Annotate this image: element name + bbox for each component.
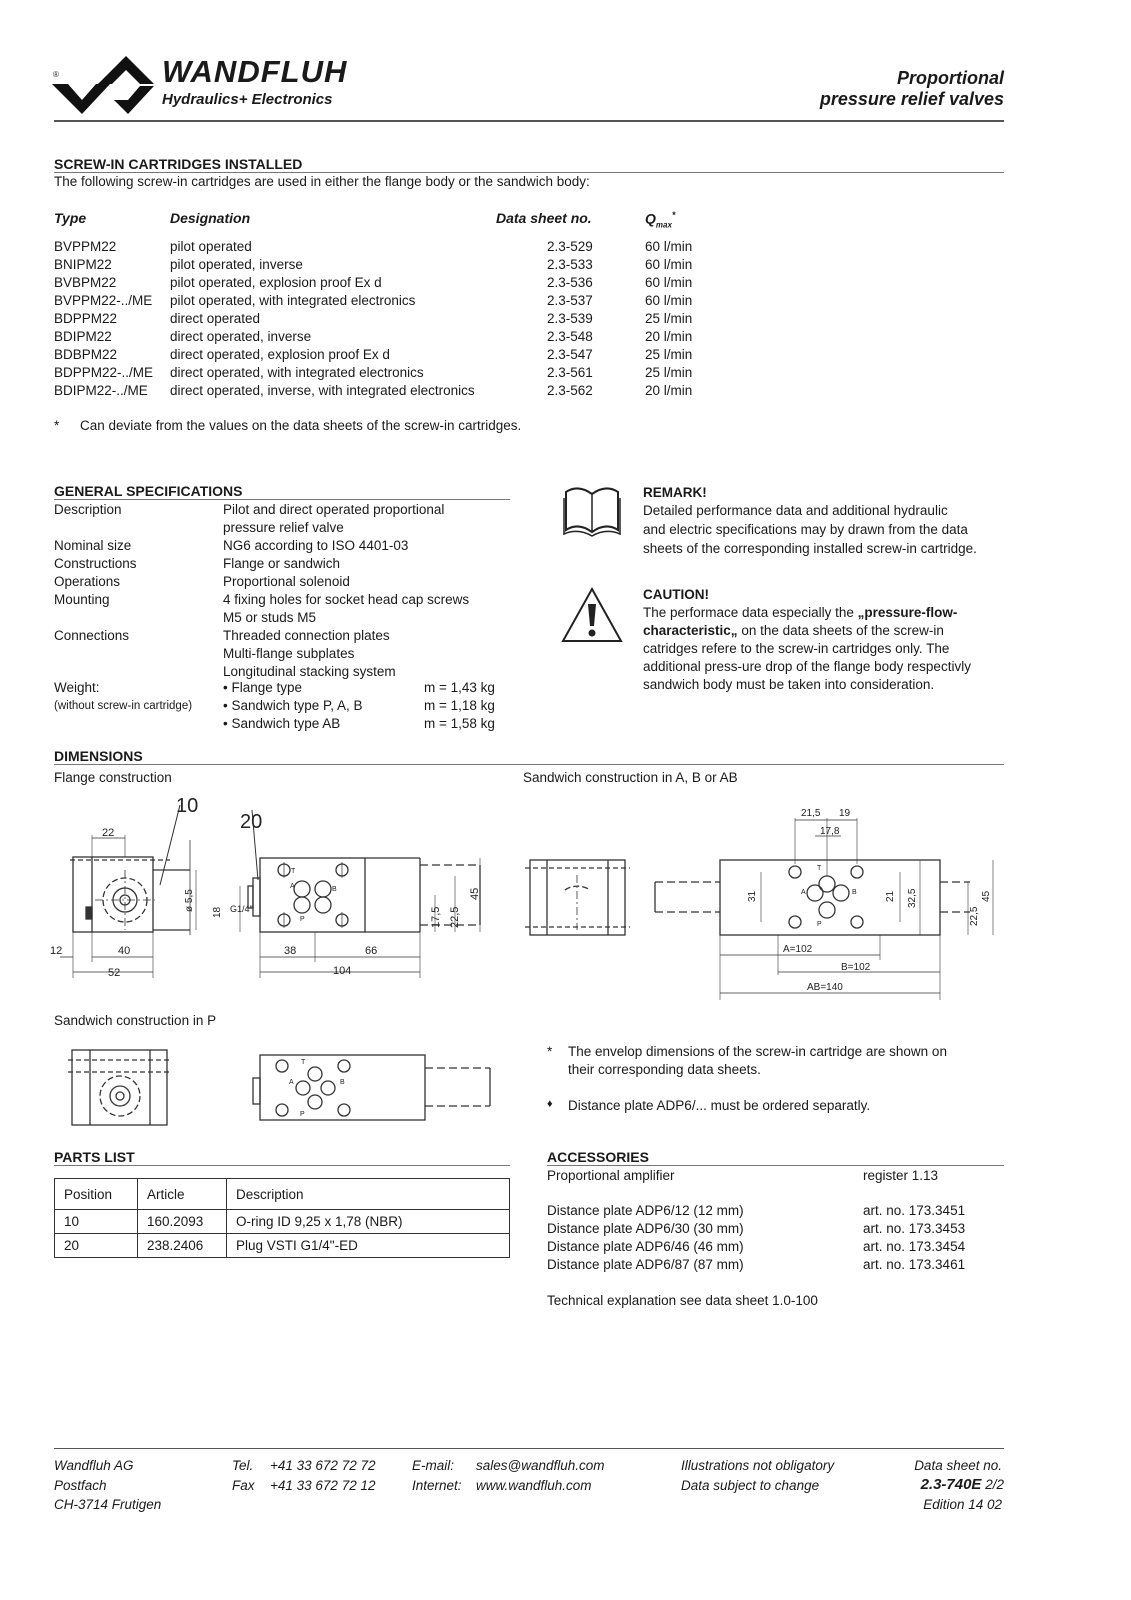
footer-company-2: Postfach (54, 1478, 107, 1493)
caution-line-2-text: on the data sheets of the screw-in (737, 623, 944, 638)
caution-line-1-bold: „pressure-flow- (857, 605, 958, 620)
cartridge-designation: direct operated, inverse (170, 329, 312, 344)
sandwich-abab-label: Sandwich construction in A, B or AB (523, 770, 738, 785)
cartridge-sheet: 2.3-529 (547, 239, 593, 254)
caution-title: CAUTION! (643, 587, 709, 602)
parts-header-article: Article (138, 1179, 227, 1210)
footnote-star: * (54, 418, 60, 433)
footer-rule (54, 1448, 1004, 1449)
note-envelop-line1: The envelop dimensions of the screw-in cartridge are shown on (568, 1044, 947, 1059)
footer-email-link[interactable]: sales@wandfluh.com (476, 1458, 605, 1473)
cartridge-sheet: 2.3-547 (547, 347, 593, 362)
dim-21: 21 (885, 890, 896, 902)
cartridge-sheet: 2.3-539 (547, 311, 593, 326)
accessories-rule (547, 1165, 1004, 1166)
weight-type: • Sandwich type AB (223, 716, 341, 731)
cartridge-designation: direct operated (170, 311, 261, 326)
parts-article: 238.2406 (138, 1234, 227, 1258)
dim-22: 22 (102, 827, 115, 839)
footer-page: 2/2 (985, 1477, 1004, 1492)
weight-value: m = 1,58 kg (424, 716, 495, 731)
accessory-name: Distance plate ADP6/46 (46 mm) (547, 1239, 744, 1254)
footer-tel: +41 33 672 72 72 (270, 1458, 376, 1473)
note-diamond-marker: ♦ (547, 1098, 553, 1110)
cartridge-designation: pilot operated, explosion proof Ex d (170, 275, 382, 290)
footer-email-label: E-mail: (412, 1458, 455, 1473)
cartridge-type: BVPPM22-../ME (54, 293, 153, 308)
spec-label: Connections (54, 628, 130, 643)
registered-mark: ® (53, 70, 59, 79)
port-a: A (290, 883, 295, 890)
note-envelop-line2: their corresponding data sheets. (568, 1062, 761, 1077)
accessory-name: Distance plate ADP6/87 (87 mm) (547, 1257, 744, 1272)
warning-icon (560, 586, 624, 647)
accessory-name: Distance plate ADP6/30 (30 mm) (547, 1221, 744, 1236)
cartridge-qmax: 20 l/min (645, 329, 693, 344)
parts-position: 10 (55, 1210, 138, 1234)
note-star-marker: * (547, 1044, 553, 1059)
cartridge-qmax: 25 l/min (645, 311, 693, 326)
dim-18: 18 (212, 906, 223, 918)
cartridges-rule (54, 172, 1004, 173)
dim-31: 31 (747, 890, 758, 902)
weight-value: m = 1,43 kg (424, 680, 495, 695)
dim-b102: B=102 (841, 962, 871, 973)
spec-label: Nominal size (54, 538, 132, 553)
caution-line-2-bold: characteristic„ (643, 623, 738, 638)
spec-value: pressure relief valve (223, 520, 344, 535)
technical-note: Technical explanation see data sheet 1.0-100 (547, 1293, 818, 1308)
port-a-3: A (289, 1079, 294, 1086)
port-p-2: P (817, 921, 822, 928)
qmax-subscript: max (655, 220, 672, 230)
doc-title-line2: pressure relief valves (819, 89, 1004, 109)
parts-header-row (55, 1179, 510, 1210)
note-distance-plate: Distance plate ADP6/... must be ordered separatly. (568, 1098, 871, 1113)
footer-fax: +41 33 672 72 12 (270, 1478, 376, 1493)
cartridge-qmax: 20 l/min (645, 383, 693, 398)
col-sheet: Data sheet no. (496, 210, 592, 226)
footer-web-link[interactable]: www.wandfluh.com (476, 1478, 592, 1493)
footer-company-1: Wandfluh AG (54, 1458, 134, 1473)
amplifier-label: Proportional amplifier (547, 1168, 675, 1183)
brand-tagline: Hydraulics+ Electronics (162, 91, 333, 108)
footer-tel-label: Tel. (232, 1458, 254, 1473)
callout-20: 20 (240, 811, 263, 833)
weight-type: • Sandwich type P, A, B (223, 698, 363, 713)
cartridge-qmax: 60 l/min (645, 293, 693, 308)
cartridge-type: BDPPM22 (54, 311, 118, 326)
spec-value: Threaded connection plates (223, 628, 390, 643)
flange-construction-drawing (40, 790, 510, 990)
cartridge-sheet: 2.3-533 (547, 257, 593, 272)
accessory-article: art. no. 173.3461 (863, 1257, 966, 1272)
brand-name: WANDFLUH (162, 54, 348, 89)
cartridge-type: BVBPM22 (54, 275, 117, 290)
cartridge-sheet: 2.3-561 (547, 365, 593, 380)
spec-value: Flange or sandwich (223, 556, 341, 571)
accessories-heading: ACCESSORIES (547, 1149, 649, 1165)
dim-12: 12 (50, 945, 63, 957)
qmax-star: * (671, 210, 676, 220)
cartridge-sheet: 2.3-562 (547, 383, 593, 398)
cartridge-designation: direct operated, explosion proof Ex d (170, 347, 390, 362)
weight-value: m = 1,18 kg (424, 698, 495, 713)
cartridge-designation: direct operated, with integrated electronics (170, 365, 424, 380)
parts-description: O-ring ID 9,25 x 1,78 (NBR) (227, 1210, 510, 1234)
general-rule (54, 499, 510, 500)
amplifier-register: register 1.13 (863, 1168, 939, 1183)
dim-325: 32,5 (907, 888, 918, 908)
cartridge-type: BDIPM22 (54, 329, 112, 344)
parts-rule (54, 1165, 510, 1166)
footer-sheet-label: Data sheet no. (914, 1458, 1002, 1473)
cartridge-type: BDPPM22-../ME (54, 365, 154, 380)
dimensions-rule (54, 764, 1004, 765)
col-qmax (645, 210, 675, 229)
spec-value: Multi-flange subplates (223, 646, 355, 661)
spec-label: Constructions (54, 556, 137, 571)
cartridge-sheet: 2.3-548 (547, 329, 593, 344)
spec-value: NG6 according to ISO 4401-03 (223, 538, 409, 553)
cartridge-qmax: 60 l/min (645, 239, 693, 254)
cartridge-designation: pilot operated, with integrated electronics (170, 293, 416, 308)
port-p-3: P (300, 1111, 305, 1118)
footer-web-label: Internet: (412, 1478, 462, 1493)
parts-table (54, 1178, 510, 1258)
footer-disclaimer-2: Data subject to change (681, 1478, 820, 1493)
parts-header-description: Description (227, 1179, 510, 1210)
dim-175: 17,5 (430, 906, 442, 928)
remark-line: and electric specifications may by drawn from the data (643, 522, 968, 537)
footer-disclaimer-1: Illustrations not obligatory (681, 1458, 835, 1473)
spec-value: 4 fixing holes for socket head cap screws (223, 592, 470, 607)
col-type: Type (54, 210, 87, 226)
weight-type: • Flange type (223, 680, 303, 695)
dim-a102: A=102 (783, 944, 813, 955)
port-t: T (291, 868, 296, 875)
caution-line: catridges refere to the screw-in cartridges only. The (643, 641, 950, 656)
dim-45: 45 (981, 890, 992, 902)
dimensions-heading: DIMENSIONS (54, 748, 143, 764)
cartridge-sheet: 2.3-536 (547, 275, 593, 290)
cartridge-qmax: 60 l/min (645, 257, 693, 272)
dim-225: 22,5 (449, 906, 461, 928)
footer-edition: Edition 14 02 (923, 1497, 1002, 1512)
accessory-name: Distance plate ADP6/12 (12 mm) (547, 1203, 744, 1218)
cartridge-type: BDIPM22-../ME (54, 383, 148, 398)
cartridges-intro: The following screw-in cartridges are used in either the flange body or the sandwich body: (54, 174, 590, 189)
doc-title-line1: Proportional (897, 68, 1004, 88)
spec-label: Description (54, 502, 122, 517)
cartridge-qmax: 25 l/min (645, 365, 693, 380)
accessory-article: art. no. 173.3454 (863, 1239, 966, 1254)
port-p: P (300, 916, 305, 923)
dim-g14: G1/4" (230, 904, 253, 914)
port-b: B (332, 886, 337, 893)
port-a-2: A (801, 889, 806, 896)
dim-225: 22,5 (969, 906, 980, 926)
col-designation: Designation (170, 210, 251, 226)
footer-fax-label: Fax (232, 1478, 255, 1493)
caution-line-1 (643, 605, 957, 620)
spec-value: Proportional solenoid (223, 574, 350, 589)
qmax-symbol: Q (645, 210, 656, 227)
port-b-3: B (340, 1079, 345, 1086)
port-t-3: T (301, 1059, 306, 1066)
cartridge-designation: direct operated, inverse, with integrated electronics (170, 383, 475, 398)
dim-38: 38 (284, 945, 297, 957)
book-icon (562, 482, 622, 541)
callout-10: 10 (176, 795, 199, 817)
table-row (55, 1234, 510, 1258)
table-row (55, 1210, 510, 1234)
weight-label: Weight: (54, 680, 100, 695)
port-t-2: T (817, 865, 822, 872)
dim-19: 19 (839, 808, 851, 819)
general-heading: GENERAL SPECIFICATIONS (54, 483, 243, 499)
cartridge-qmax: 60 l/min (645, 275, 693, 290)
cartridge-qmax: 25 l/min (645, 347, 693, 362)
dim-ab140: AB=140 (807, 982, 843, 993)
spec-label: Mounting (54, 592, 110, 607)
sandwich-abab-drawing (515, 790, 1015, 1005)
cartridge-designation: pilot operated (170, 239, 252, 254)
dim-40: 40 (118, 945, 131, 957)
remark-title: REMARK! (643, 485, 707, 500)
cartridge-type: BNIPM22 (54, 257, 112, 272)
dim-52: 52 (108, 967, 121, 979)
flange-construction-label: Flange construction (54, 770, 172, 785)
sandwich-p-drawing (60, 1040, 500, 1130)
cartridge-type: BVPPM22 (54, 239, 117, 254)
dim-66: 66 (365, 945, 378, 957)
cartridge-sheet: 2.3-537 (547, 293, 593, 308)
dim-215: 21,5 (801, 808, 821, 819)
caution-line-2 (643, 623, 944, 638)
dim-45: 45 (469, 887, 481, 900)
parts-description: Plug VSTI G1/4"-ED (227, 1234, 510, 1258)
header-rule (54, 120, 1004, 122)
spec-value: M5 or studs M5 (223, 610, 317, 625)
dim-d55: ø 5,5 (184, 889, 195, 912)
sandwich-p-label: Sandwich construction in P (54, 1013, 217, 1028)
cartridges-heading: SCREW-IN CARTRIDGES INSTALLED (54, 156, 303, 172)
spec-label: Operations (54, 574, 121, 589)
spec-value: Pilot and direct operated proportional (223, 502, 445, 517)
dim-178: 17,8 (820, 826, 840, 837)
footer-sheet-number (921, 1475, 1004, 1495)
cartridge-designation: pilot operated, inverse (170, 257, 303, 272)
spec-value: Longitudinal stacking system (223, 664, 396, 679)
parts-header-position: Position (55, 1179, 138, 1210)
weight-note: (without screw-in cartridge) (54, 700, 193, 712)
port-b-2: B (852, 889, 857, 896)
footer-company-3: CH-3714 Frutigen (54, 1497, 162, 1512)
parts-article: 160.2093 (138, 1210, 227, 1234)
footer-sheet-no: 2.3-740E (920, 1476, 982, 1493)
parts-position: 20 (55, 1234, 138, 1258)
caution-line-1-text: The performace data especially the (643, 605, 858, 620)
remark-line: sheets of the corresponding installed screw-in cartridge. (643, 541, 977, 556)
accessory-article: art. no. 173.3451 (863, 1203, 966, 1218)
cartridge-footnote: Can deviate from the values on the data sheets of the screw-in cartridges. (80, 418, 522, 433)
parts-heading: PARTS LIST (54, 1149, 135, 1165)
cartridge-type: BDBPM22 (54, 347, 118, 362)
caution-line: additional press-ure drop of the flange body respectivly (643, 659, 971, 674)
remark-line: Detailed performance data and additional hydraulic (643, 503, 948, 518)
caution-line: sandwich body must be taken into consideration. (643, 677, 935, 692)
accessory-article: art. no. 173.3453 (863, 1221, 966, 1236)
dim-104: 104 (333, 965, 352, 977)
